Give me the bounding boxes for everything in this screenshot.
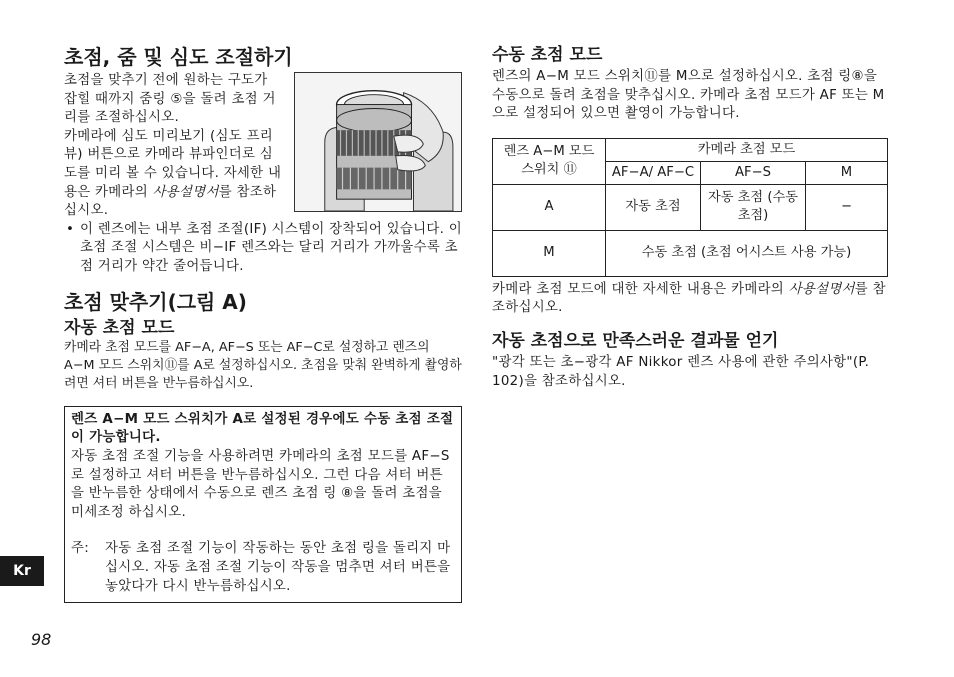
row-header-a: A [493, 184, 606, 230]
lens-ring-drawing [295, 73, 461, 211]
col-header-m: M [806, 161, 888, 184]
left-column [64, 44, 462, 603]
table-row [493, 230, 888, 276]
caution-text: 자동 초점 조절 기능이 작동하는 동안 초점 링을 돌리지 마십시오. 자동 초점 조절 기능이 작동을 멈추면 셔터 버튼을 놓았다가 다시 반누름하십시오. [105, 541, 451, 594]
cell-a-m: − [806, 184, 888, 230]
manual-focus-text: 렌즈의 A−M 모드 스위치⑪를 M으로 설정하십시오. 초점 링⑧을 수동으로 돌려 초점을 맞추십시오. 카메라 초점 모드가 AF 또는 M으로 설정되어 있으면 촬영이 가능합니다. [492, 69, 885, 122]
manual-override-note [64, 406, 462, 603]
after-table-start: 카메라 초점 모드에 대한 자세한 내용은 카메라의 [492, 281, 789, 297]
camera-focus-mode-header: 카메라 초점 모드 [606, 138, 888, 161]
focus-mode-table [492, 138, 888, 277]
after-table-end: 를 참조하십시오. [492, 281, 886, 316]
section-title-focus-zoom-dof: 초점, 줌 및 심도 조절하기 [64, 45, 293, 69]
right-column [492, 44, 890, 391]
col-header-afs: AF−S [701, 161, 806, 184]
language-tab: Kr [0, 556, 44, 586]
autofocus-mode-title: 자동 초점 모드 [64, 317, 175, 338]
cell-m-all: 수동 초점 (초점 어시스트 사용 가능) [606, 230, 888, 276]
cell-a-afs: 자동 초점 (수동 초점) [701, 184, 806, 230]
manual-ref-italic: 사용설명서 [788, 281, 855, 297]
page-number: 98 [31, 630, 52, 649]
note-heading: 렌즈 A−M 모드 스위치가 A로 설정된 경우에도 수동 초점 조절이 가능합니다. [71, 411, 454, 446]
dof-text-end: 를 참조하십시오. [64, 184, 277, 219]
row-header-m: M [493, 230, 606, 276]
bullet-dot-icon: • [66, 221, 75, 237]
table-row [493, 138, 888, 161]
table-row [493, 184, 888, 230]
after-table-text [492, 281, 890, 318]
lens-illustration [294, 72, 462, 212]
section-title-focusing: 초점 맞추기(그림 A) [64, 289, 247, 314]
intro-text: 초점을 맞추기 전에 원하는 구도가 잡힐 때까지 줌링 ⑤을 돌려 초점 거리를 조절하십시오. [64, 73, 276, 126]
if-system-bullet [64, 221, 462, 277]
results-text: "광각 또는 초−광각 AF Nikkor 렌즈 사용에 관한 주의사항"(P. 102)을 참조하십시오. [492, 354, 870, 389]
col-header-afa-afc: AF−A/ AF−C [606, 161, 701, 184]
if-system-text: 이 렌즈에는 내부 초점 조절(IF) 시스템이 장착되어 있습니다. 이 초점 조절 시스템은 비−IF 렌즈와는 달리 거리가 가까울수록 초점 거리가 약간 줄어듭니다. [80, 221, 462, 274]
caution-label: 주: [71, 541, 90, 557]
note-text: 자동 초점 조절 기능을 사용하려면 카메라의 초점 모드를 AF−S로 설정하고 셔터 버튼을 반누름하십시오. 그런 다음 셔터 버튼을 반누름한 상태에서 수동으로 렌즈 초점 링 ⑧을 돌려 초점을 미세조정 하십시오. [71, 448, 450, 520]
dof-text-start: 카메라에 심도 미리보기 (심도 프리뷰) 버튼으로 카메라 뷰파인더로 심도를 미리 볼 수 있습니다. 자세한 내용은 카메라의 [64, 128, 282, 200]
caution-note [71, 540, 455, 596]
cell-a-afac: 자동 초점 [606, 184, 701, 230]
autofocus-mode-text: 카메라 초점 모드를 AF−A, AF−S 또는 AF−C로 설정하고 렌즈의 A−M 모드 스위치⑪를 A로 설정하십시오. 초점을 맞춰 완벽하게 촬영하려면 셔터 버튼을 반누름하십시오. [64, 339, 462, 392]
results-title: 자동 초점으로 만족스러운 결과물 얻기 [492, 330, 779, 351]
manual-focus-title: 수동 초점 모드 [492, 45, 603, 65]
intro-block [64, 72, 462, 221]
table-corner-cell: 렌즈 A−M 모드 스위치 ⑪ [493, 138, 606, 184]
manual-ref-italic: 사용설명서 [152, 184, 219, 200]
